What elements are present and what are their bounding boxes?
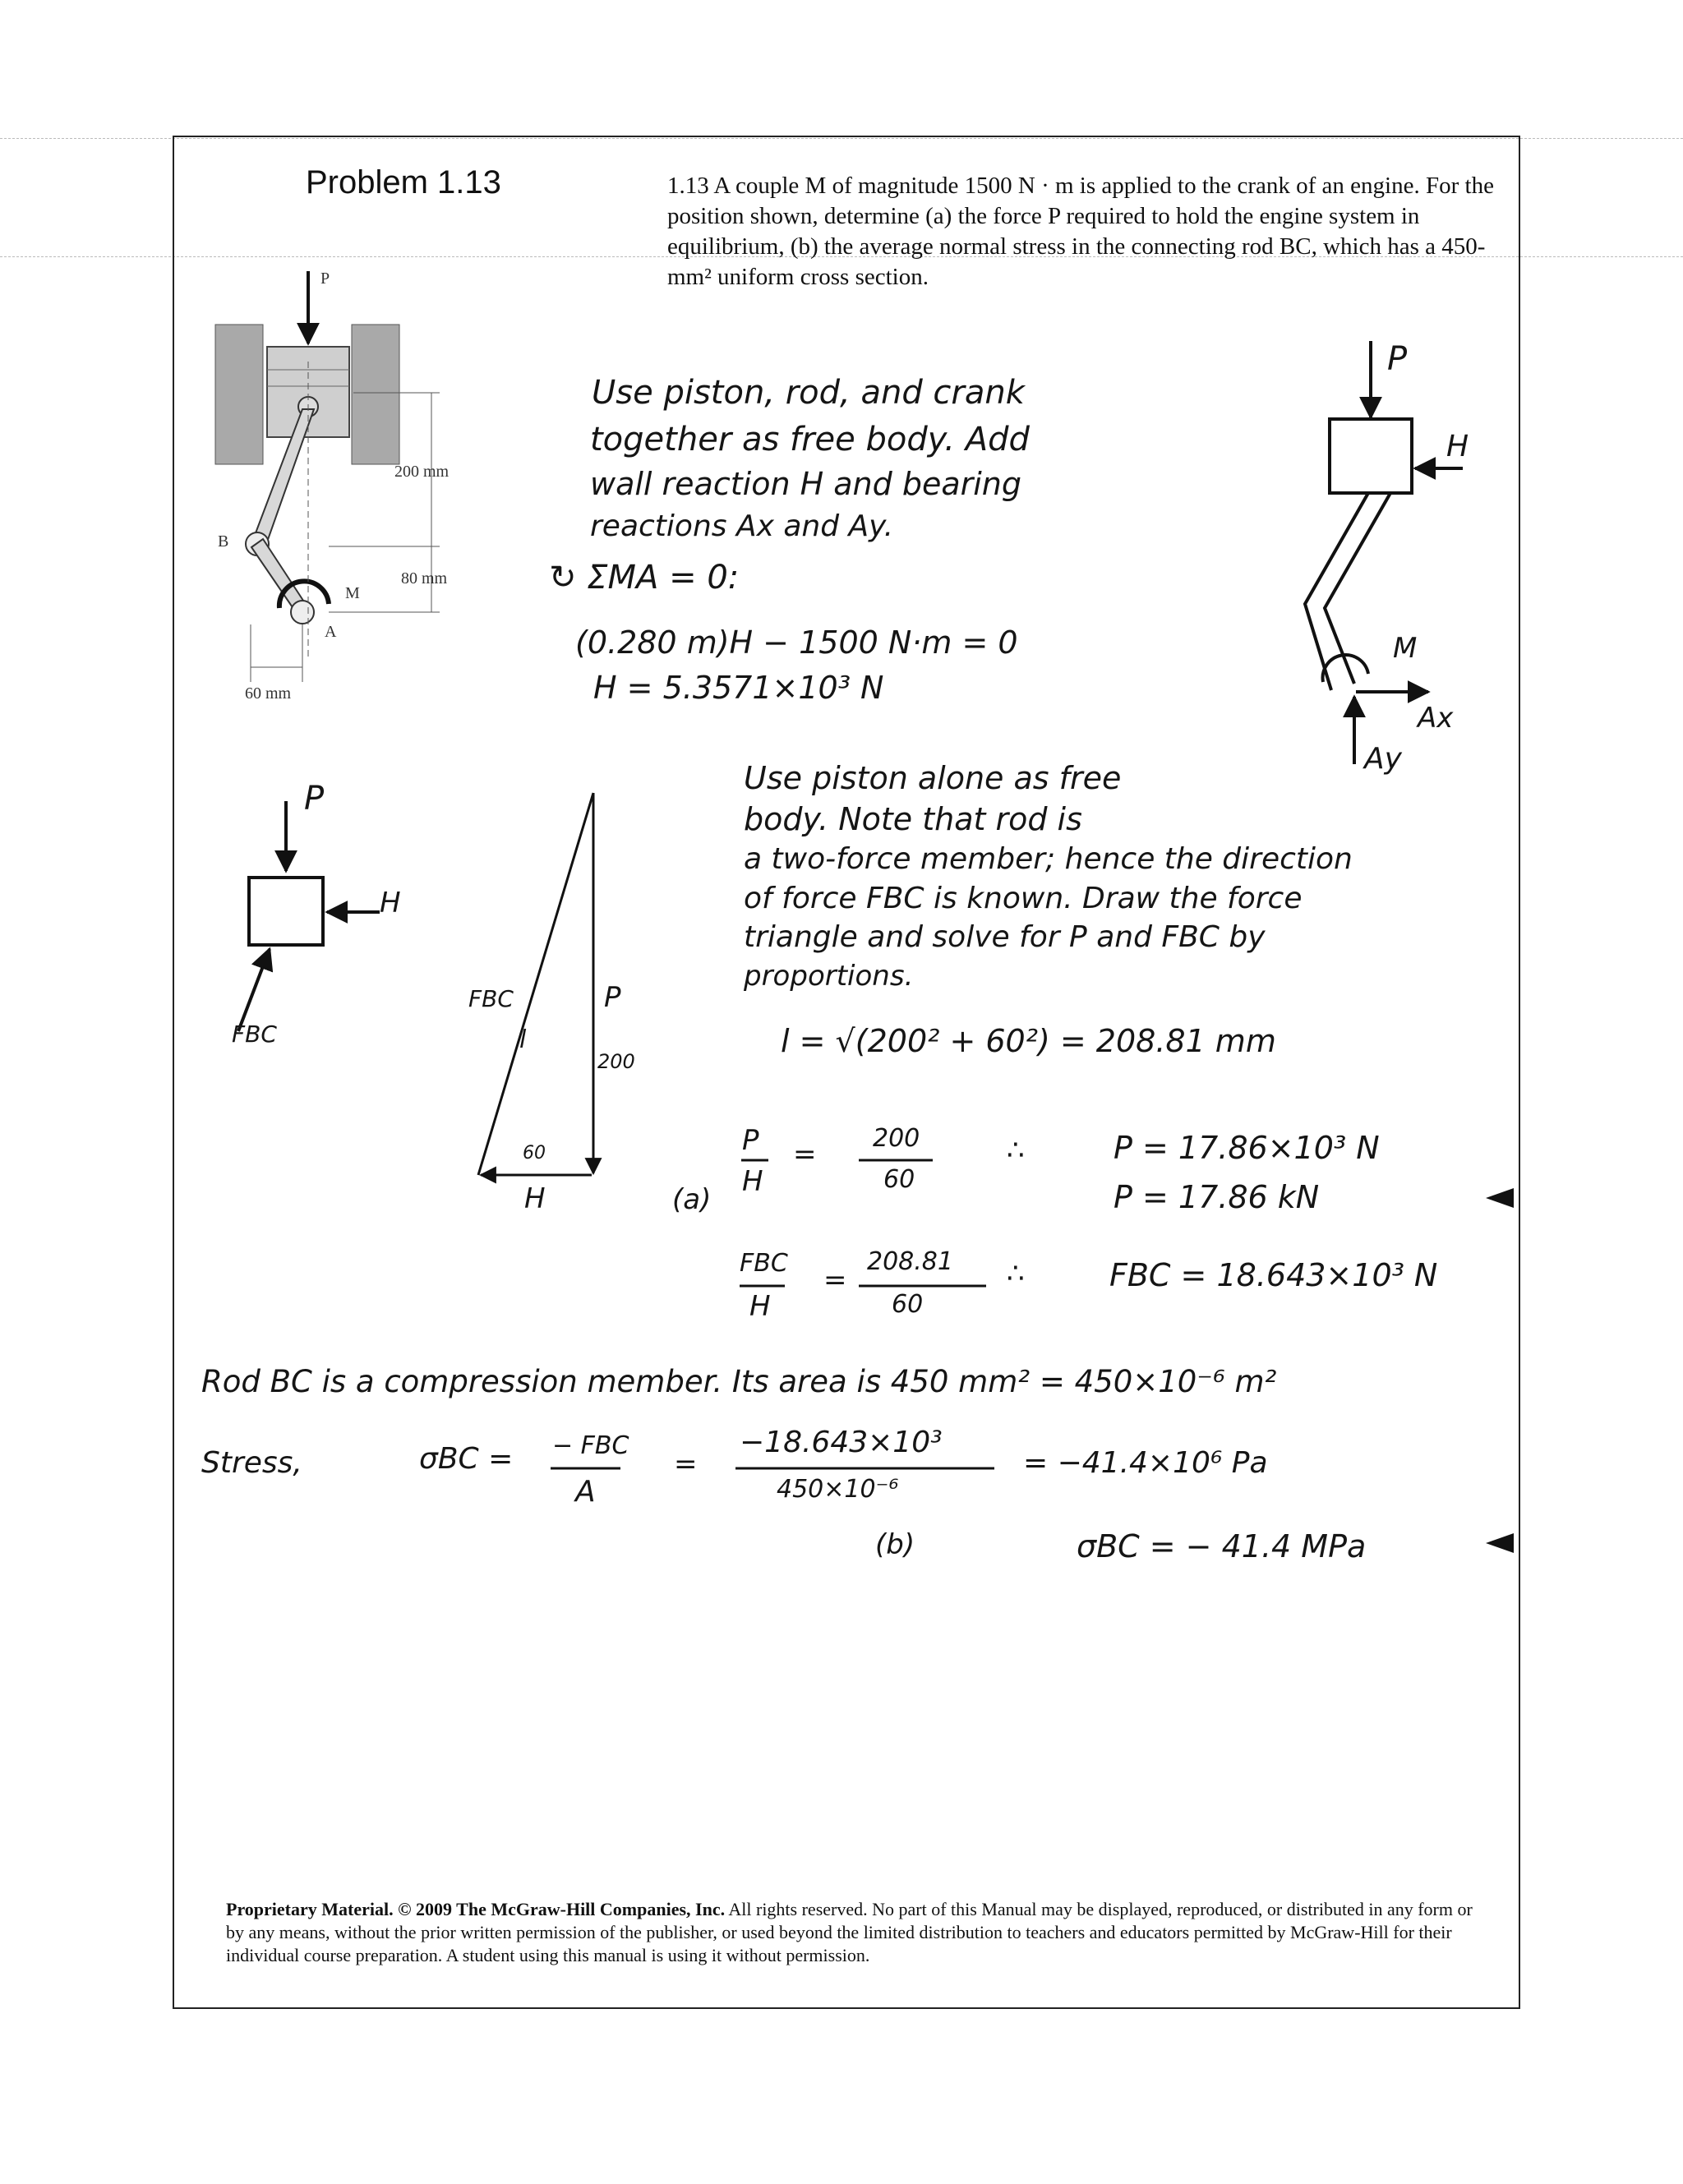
answer-marker-b [1486, 1533, 1514, 1553]
f-ratio-rden: 60 [892, 1290, 924, 1319]
stress-frac1-num: − FBC [552, 1431, 629, 1460]
tri-h: H [524, 1182, 546, 1215]
footer-text: All rights reserved. No part of this Manual may be displayed, reproduced, or distributed in any form or by any means, without the prior written permission of the publisher, or used beyond the limited distribution to teachers and educators permitted by McGraw-Hill for their individual course preparation. A student using this manual is using it without permission. [226, 1899, 1473, 1965]
stress-symbol: σBC = [419, 1442, 514, 1476]
fbd2-h: H [380, 887, 401, 919]
fig-a-label: A [325, 623, 337, 641]
engine-figure [215, 270, 450, 703]
p-ratio-rden: 60 [883, 1165, 915, 1194]
work-line-3: wall reaction H and bearing [590, 466, 1022, 502]
fig-m-label: M [345, 584, 360, 602]
work-line-6: (0.280 m)H − 1500 N·m = 0 [575, 624, 1018, 661]
problem-title: Problem 1.13 [306, 164, 501, 200]
tri-200: 200 [597, 1050, 635, 1073]
work-line-4: reactions Ax and Ay. [590, 509, 894, 543]
dim-200: 200 mm [394, 463, 450, 481]
work-line-7: H = 5.3571×10³ N [593, 670, 884, 706]
fbd1-rod [1305, 493, 1390, 690]
f-ratio-num: FBC [740, 1249, 788, 1278]
p-result-1: P = 17.86×10³ N [1114, 1130, 1380, 1166]
fbd1-m: M [1393, 632, 1418, 665]
tri-60: 60 [523, 1143, 546, 1163]
fbd1-piston [1330, 419, 1412, 493]
p-ratio-rnum: 200 [873, 1124, 920, 1153]
work-p2-6: proportions. [744, 960, 914, 993]
stress-frac1-den: A [575, 1475, 596, 1509]
part-a-label: (a) [672, 1183, 712, 1216]
fig-b-label: B [218, 532, 229, 551]
length-equation: l = √(200² + 60²) = 208.81 mm [781, 1023, 1276, 1059]
f-ratio-rnum: 208.81 [867, 1247, 953, 1276]
cylinder-wall-left [215, 325, 263, 464]
cylinder-wall-right [352, 325, 399, 464]
p-result-2: P = 17.86 kN [1114, 1179, 1320, 1215]
fbd1-p: P [1387, 340, 1408, 378]
stress-result: σBC = − 41.4 MPa [1077, 1528, 1367, 1564]
tri-l: l [519, 1025, 527, 1054]
fig-p-label: P [320, 270, 330, 288]
tri-fbc: FBC [468, 985, 514, 1012]
dim-80: 80 mm [401, 569, 448, 587]
work-p2-5: triangle and solve for P and FBC by [744, 920, 1266, 954]
rod-line: Rod BC is a compression member. Its area is 450 mm² = 450×10⁻⁶ m² [201, 1364, 1277, 1399]
fbd2-fbc: FBC [232, 1021, 277, 1048]
work-p2-2: body. Note that rod is [744, 801, 1082, 837]
copyright-footer [226, 1898, 1492, 1967]
p-ratio-den: H [742, 1165, 763, 1198]
problem-statement: 1.13 A couple M of magnitude 1500 N · m is applied to the crank of an engine. For the position shown, determine (a) the force P required to hold the engine system in equilibrium, (b) the average normal stress in the connecting rod BC, which has a 450-mm² uniform cross section. [667, 173, 1494, 290]
therefore-1: ∴ [1007, 1134, 1025, 1167]
p-ratio-num: P [742, 1124, 759, 1157]
fbd-piston [232, 780, 401, 1048]
dim-60: 60 mm [245, 684, 292, 703]
fbd1-h: H [1446, 430, 1469, 463]
force-triangle [468, 793, 635, 1215]
therefore-2: ∴ [1007, 1257, 1025, 1290]
fraction-bars [551, 1160, 994, 1468]
stress-frac2-den: 450×10⁻⁶ [777, 1475, 899, 1504]
work-p2-1: Use piston alone as free [744, 760, 1122, 796]
f-ratio-eq: = [823, 1264, 847, 1297]
p-ratio-eq: = [793, 1138, 817, 1171]
work-p2-4: of force FBC is known. Draw the force [744, 882, 1303, 915]
fbd1-ax: Ax [1418, 702, 1454, 735]
fbd1-ay: Ay [1364, 742, 1402, 776]
part-b-label: (b) [875, 1528, 915, 1561]
fbd-system [1305, 340, 1469, 776]
work-line-1: Use piston, rod, and crank [592, 374, 1025, 412]
footer-bold: Proprietary Material. © 2009 The McGraw-Hill Companies, Inc. [226, 1899, 726, 1919]
fbd2-p: P [304, 780, 325, 818]
work-line-5: ↻ ΣMA = 0: [549, 559, 740, 597]
stress-frac2-num: −18.643×10³ [740, 1426, 943, 1459]
f-ratio-den: H [749, 1290, 771, 1323]
stress-value: = −41.4×10⁶ Pa [1023, 1446, 1268, 1480]
stress-eq-2: = [674, 1448, 698, 1481]
answer-marker-a [1486, 1188, 1514, 1208]
work-p2-3: a two-force member; hence the direction [744, 842, 1353, 876]
stress-label: Stress, [201, 1446, 302, 1480]
fbd2-piston [249, 878, 323, 945]
f-result: FBC = 18.643×10³ N [1109, 1257, 1438, 1293]
work-line-2: together as free body. Add [590, 421, 1030, 458]
tri-p: P [604, 981, 621, 1014]
